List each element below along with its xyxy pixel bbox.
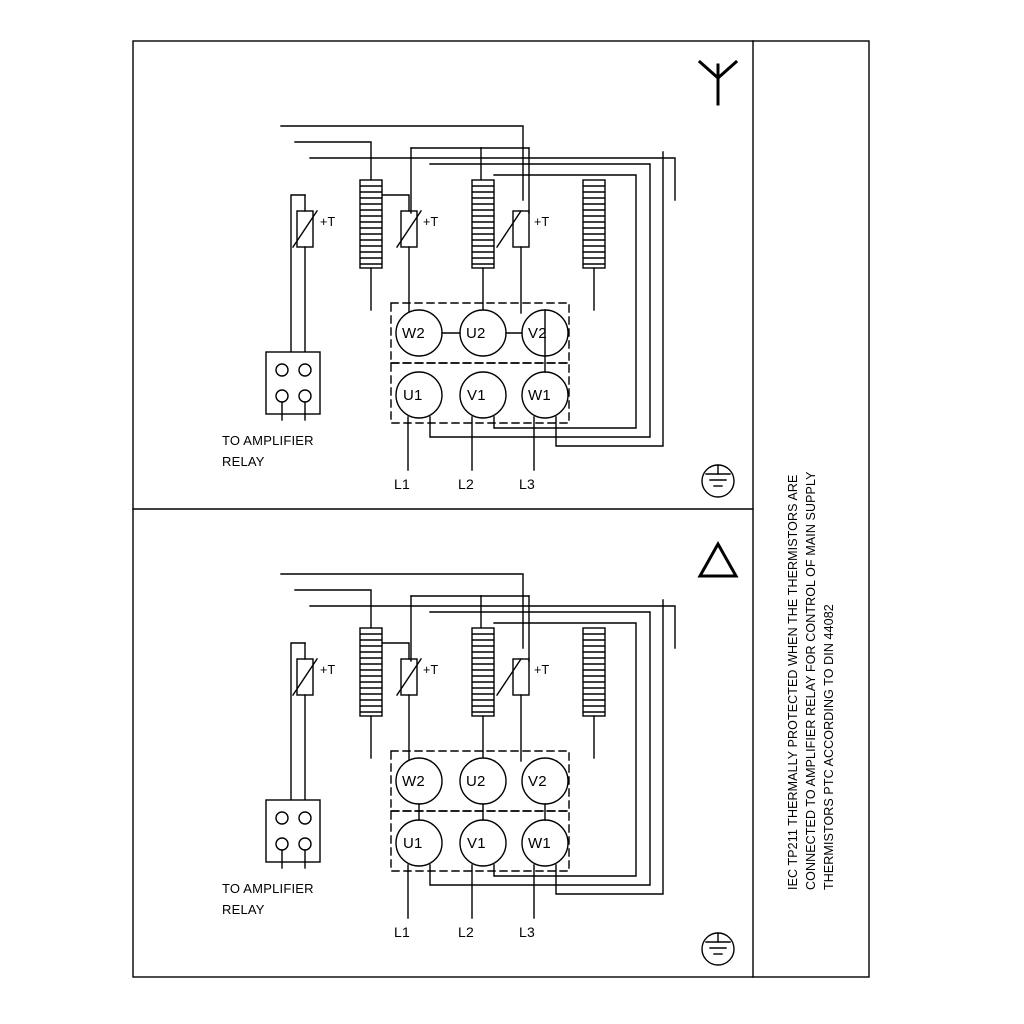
- thermistor-label-3-star: +T: [534, 215, 550, 229]
- phase-label-l3-star: L3: [519, 476, 535, 492]
- terminal-label-w1-delta: W1: [528, 835, 551, 852]
- thermistor-label-1-delta: +T: [320, 663, 336, 677]
- terminal-label-v1-star: V1: [467, 387, 486, 404]
- earth-symbol-star: [702, 465, 734, 497]
- amplifier-terminal-block-delta: [266, 800, 320, 868]
- terminal-label-v2-star: V2: [528, 325, 547, 342]
- amplifier-label-line1-star: TO AMPLIFIER: [222, 433, 314, 448]
- amplifier-label-line2-star: RELAY: [222, 454, 265, 469]
- terminal-label-u1-star: U1: [403, 387, 423, 404]
- star-y-symbol: [700, 62, 736, 104]
- terminal-label-v1-delta: V1: [467, 835, 486, 852]
- earth-symbol-delta: [702, 933, 734, 965]
- amplifier-label-line2-delta: RELAY: [222, 902, 265, 917]
- phase-label-l1-star: L1: [394, 476, 410, 492]
- thermistor-3-delta: [497, 659, 529, 761]
- thermistor-label-2-star: +T: [423, 215, 439, 229]
- note-line-2: CONNECTED TO AMPLIFIER RELAY FOR CONTROL OF MAIN SUPPLY: [804, 471, 818, 890]
- panel-delta-graphics: [266, 544, 736, 965]
- amplifier-label-line1-delta: TO AMPLIFIER: [222, 881, 314, 896]
- phase-label-l1-delta: L1: [394, 924, 410, 940]
- delta-triangle-symbol: [700, 544, 736, 576]
- terminal-label-w2-star: W2: [402, 325, 425, 342]
- phase-label-l2-star: L2: [458, 476, 474, 492]
- terminal-label-u1-delta: U1: [403, 835, 423, 852]
- phase-label-l3-delta: L3: [519, 924, 535, 940]
- winding-u-delta: [472, 628, 494, 758]
- thermistor-2-delta: [397, 659, 421, 761]
- terminal-label-w1-star: W1: [528, 387, 551, 404]
- thermistor-2-star: [397, 211, 421, 313]
- thermistor-label-1-star: +T: [320, 215, 336, 229]
- thermistor-label-2-delta: +T: [423, 663, 439, 677]
- winding-w-star: [360, 180, 382, 310]
- phase-label-l2-delta: L2: [458, 924, 474, 940]
- amplifier-terminal-block-star: [266, 352, 320, 420]
- terminal-label-w2-delta: W2: [402, 773, 425, 790]
- winding-v-delta: [583, 628, 605, 758]
- winding-u-star: [472, 180, 494, 310]
- terminal-label-u2-delta: U2: [466, 773, 486, 790]
- note-line-3: THERMISTORS PTC ACCORDING TO DIN 44082: [822, 604, 836, 890]
- thermistor-1-star: [293, 195, 317, 352]
- terminal-label-u2-star: U2: [466, 325, 486, 342]
- thermistor-1-delta: [293, 643, 317, 800]
- winding-w-delta: [360, 628, 382, 758]
- thermistor-3-star: [497, 211, 529, 313]
- terminal-label-v2-delta: V2: [528, 773, 547, 790]
- thermistor-label-3-delta: +T: [534, 663, 550, 677]
- panel-star-graphics: [266, 62, 736, 497]
- winding-v-star: [583, 180, 605, 310]
- note-line-1: IEC TP211 THERMALLY PROTECTED WHEN THE THERMISTORS ARE: [786, 474, 800, 890]
